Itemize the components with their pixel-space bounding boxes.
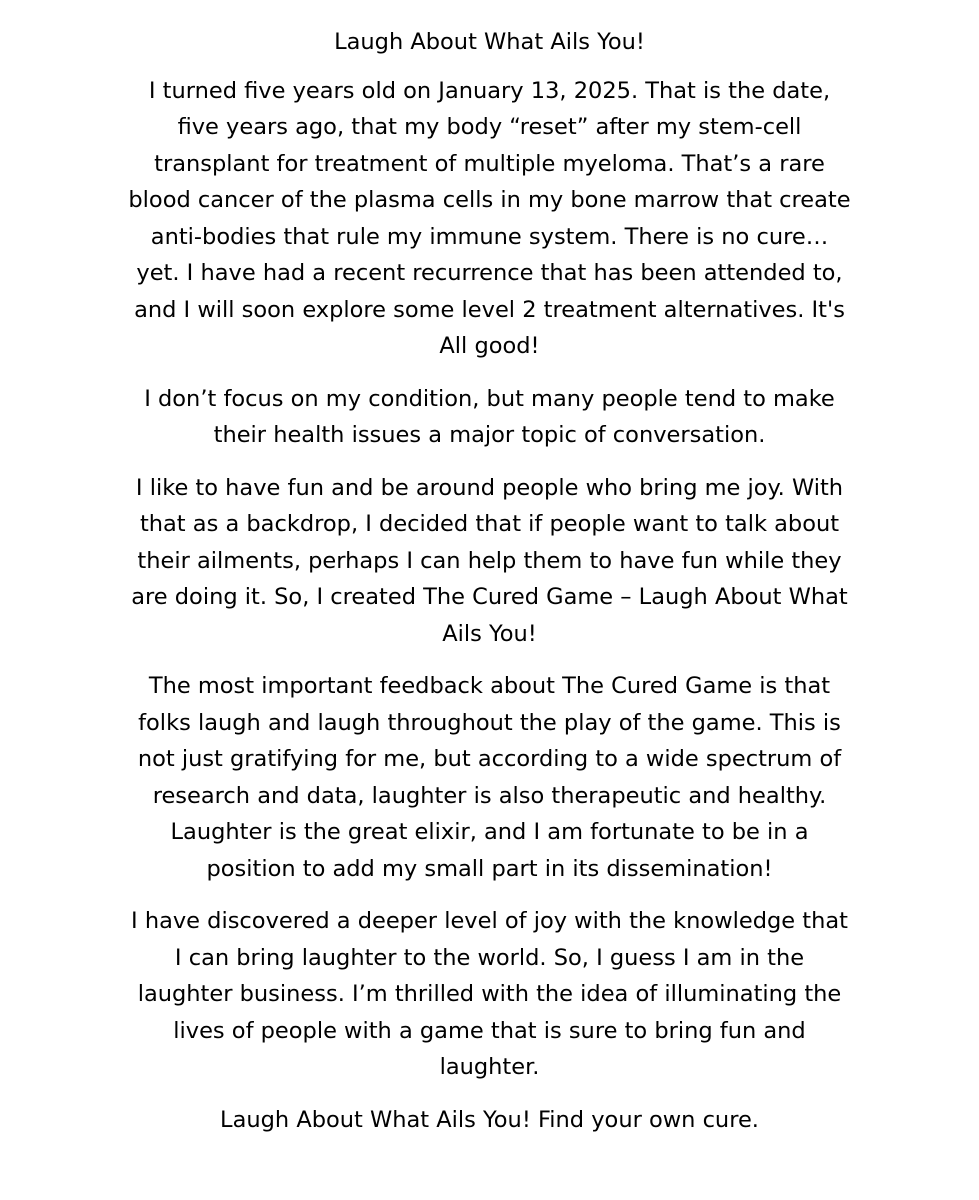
document-body	[0, 24, 979, 1138]
paragraph-joy: I have discovered a deeper level of joy with the knowledge that I can bring laughter to the world. So, I guess I am in the laughter business. I’m thrilled with the idea of illuminating the lives of people with a game that is sure to bring fun and laughter.	[131, 908, 848, 1080]
paragraph-game-origin: I like to have fun and be around people who bring me joy. With that as a backdrop, I decided that if people want to talk about their ailments, perhaps I can help them to have fun while they are doing it. So, I created The Cured Game – Laugh About What Ails You!	[131, 474, 848, 647]
paragraph-feedback: The most important feedback about The Cured Game is that folks laugh and laugh throughout the play of the game. This is not just gratifying for me, but according to a wide spectrum of research and data, laughter is also therapeutic and healthy. Laughter is the great elixir, and I am fortunate to be in a position to add my small part in its dissemination!	[137, 673, 842, 882]
document-title: Laugh About What Ails You!	[334, 29, 645, 55]
paragraph-condition: I don’t focus on my condition, but many people tend to make their health issues a major topic of conversation.	[144, 385, 835, 448]
paragraph-birthday: I turned five years old on January 13, 2025. That is the date, five years ago, that my body “reset” after my stem-cell transplant for treatment of multiple myeloma. That’s a rare blood cancer of the plasma cells in my bone marrow that create anti-bodies that rule my immune system. There is no cure… yet. I have had a recent recurrence that has been attended to, and I will soon explore some level 2 treatment alternatives. It's All good!	[128, 77, 851, 359]
paragraph-closing: Laugh About What Ails You! Find your own cure.	[220, 1106, 759, 1133]
